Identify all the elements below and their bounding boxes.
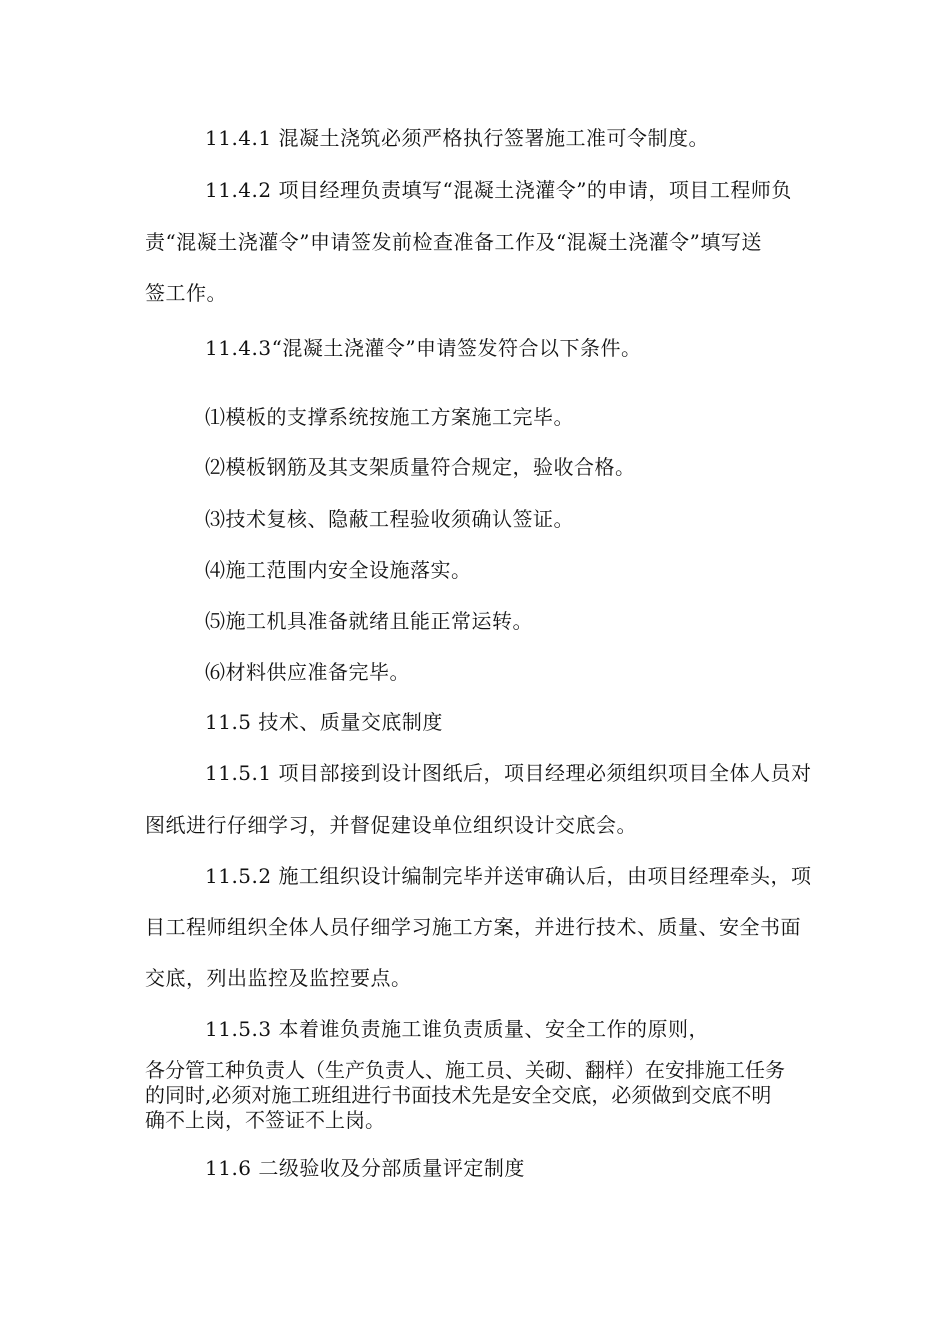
- condition-item-4: ⑷施工范围内安全设施落实。: [205, 558, 472, 582]
- paragraph-11-5-3-line-4: 确不上岗，不签证不上岗。: [145, 1108, 385, 1132]
- paragraph-11-4-2-line-3: 签工作。: [145, 281, 227, 305]
- condition-item-6: ⑹材料供应准备完毕。: [205, 660, 410, 684]
- paragraph-11-4-1: 11.4.1 混凝土浇筑必须严格执行签署施工准可令制度。: [205, 126, 709, 150]
- paragraph-11-4-2-line-1: 11.4.2 项目经理负责填写“混凝土浇灌令”的申请，项目工程师负: [205, 178, 792, 202]
- paragraph-11-4-2-line-2: 责“混凝土浇灌令”申请签发前检查准备工作及“混凝土浇灌令”填写送: [145, 230, 762, 254]
- paragraph-11-5-2-line-2: 目工程师组织全体人员仔细学习施工方案，并进行技术、质量、安全书面: [145, 915, 801, 939]
- condition-item-5: ⑸施工机具准备就绪且能正常运转。: [205, 609, 533, 633]
- paragraph-11-5-2-line-3: 交底，列出监控及监控要点。: [145, 966, 412, 990]
- condition-item-2: ⑵模板钢筋及其支架质量符合规定，验收合格。: [205, 455, 636, 479]
- condition-item-1: ⑴模板的支撑系统按施工方案施工完毕。: [205, 405, 574, 429]
- paragraph-11-5-3-line-2: 各分管工种负责人（生产负责人、施工员、关砌、翻样）在安排施工任务: [145, 1058, 785, 1082]
- section-heading-11-6: 11.6 二级验收及分部质量评定制度: [205, 1156, 525, 1180]
- paragraph-11-5-2-line-1: 11.5.2 施工组织设计编制完毕并送审确认后，由项目经理牵头，项: [205, 864, 812, 888]
- paragraph-11-5-3-line-1: 11.5.3 本着谁负责施工谁负责质量、安全工作的原则，: [205, 1017, 709, 1041]
- section-heading-11-5: 11.5 技术、质量交底制度: [205, 710, 443, 734]
- paragraph-11-5-1-line-1: 11.5.1 项目部接到设计图纸后，项目经理必须组织项目全体人员对: [205, 761, 812, 785]
- paragraph-11-4-3: 11.4.3“混凝土浇灌令”申请签发符合以下条件。: [205, 336, 642, 360]
- condition-item-3: ⑶技术复核、隐蔽工程验收须确认签证。: [205, 507, 574, 531]
- paragraph-11-5-3-line-3: 的同时,必须对施工班组进行书面技术先是安全交底，必须做到交底不明: [145, 1083, 772, 1107]
- paragraph-11-5-1-line-2: 图纸进行仔细学习，并督促建设单位组织设计交底会。: [145, 813, 637, 837]
